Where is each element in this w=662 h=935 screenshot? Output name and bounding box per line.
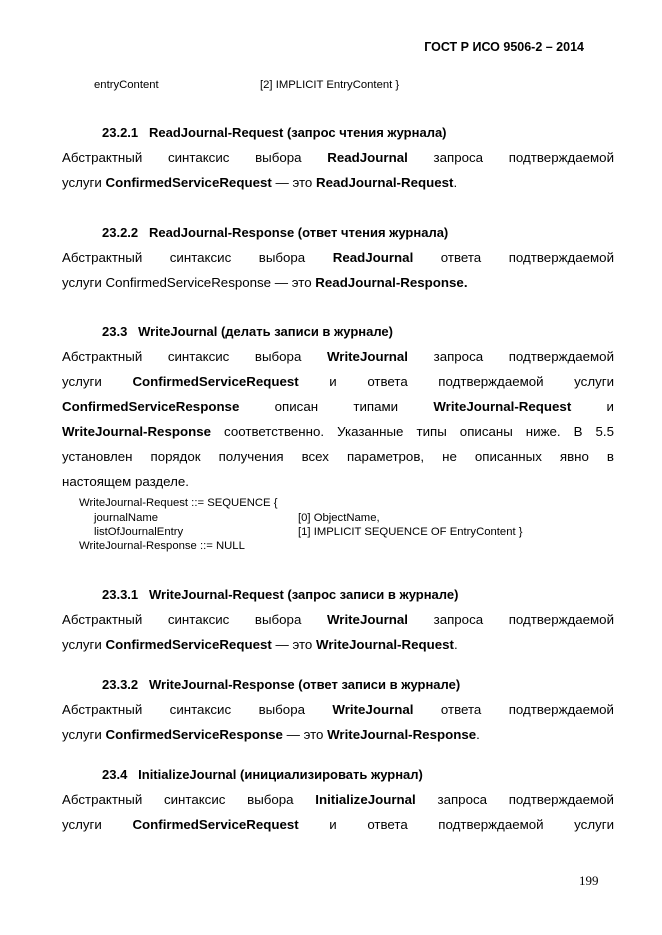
- code-field-name: journalName: [94, 512, 159, 524]
- code-field-name: listOfJournalEntry: [94, 526, 184, 538]
- section-heading-23-3: 23.3 WriteJournal (делать записи в журнале): [102, 324, 393, 339]
- code-field-type: [2] IMPLICIT EntryContent }: [260, 79, 400, 91]
- section-heading-23-3-1: 23.3.1 WriteJournal-Request (запрос записи в журнале): [102, 587, 459, 602]
- paragraph-line: Абстрактный синтаксис выбора ReadJournal запроса подтверждаемой: [62, 150, 615, 165]
- paragraph-line: услуги ConfirmedServiceRequest и ответа подтверждаемой услуги: [62, 374, 615, 389]
- code-field-name: entryContent: [94, 79, 159, 91]
- section-heading-23-2-2: 23.2.2 ReadJournal-Response (ответ чтения журнала): [102, 225, 449, 240]
- code-line: WriteJournal-Response ::= NULL: [79, 540, 245, 552]
- paragraph-line: установлен порядок получения всех параметров, не описанных явно в: [62, 449, 614, 464]
- section-heading-23-4: 23.4 InitializeJournal (инициализировать журнал): [102, 767, 423, 782]
- page-number: 199: [579, 873, 599, 888]
- paragraph-line: услуги ConfirmedServiceResponse — это WriteJournal-Response.: [62, 727, 480, 742]
- section-heading-23-2-1: 23.2.1 ReadJournal-Request (запрос чтения журнала): [102, 125, 447, 140]
- code-field-type: [1] IMPLICIT SEQUENCE OF EntryContent }: [298, 526, 523, 538]
- paragraph-line: Абстрактный синтаксис выбора ReadJournal ответа подтверждаемой: [62, 250, 614, 265]
- paragraph-line: WriteJournal-Response соответственно. Указанные типы описаны ниже. В 5.5: [62, 424, 614, 439]
- paragraph-line: услуги ConfirmedServiceResponse — это ReadJournal-Response.: [62, 275, 468, 290]
- paragraph-line: Абстрактный синтаксис выбора InitializeJournal запроса подтверждаемой: [62, 792, 614, 807]
- section-heading-23-3-2: 23.3.2 WriteJournal-Response (ответ записи в журнале): [102, 677, 461, 692]
- paragraph-line: настоящем разделе.: [62, 474, 189, 489]
- code-field-type: [0] ObjectName,: [298, 512, 380, 524]
- paragraph-line: Абстрактный синтаксис выбора WriteJournal ответа подтверждаемой: [62, 702, 614, 717]
- paragraph-line: услуги ConfirmedServiceRequest — это ReadJournal-Request.: [62, 175, 458, 190]
- paragraph-line: Абстрактный синтаксис выбора WriteJournal запроса подтверждаемой: [62, 612, 614, 627]
- code-line: WriteJournal-Request ::= SEQUENCE {: [79, 497, 278, 509]
- paragraph-line: Абстрактный синтаксис выбора WriteJournal запроса подтверждаемой: [62, 349, 614, 364]
- paragraph-line: ConfirmedServiceResponse описан типами WriteJournal-Request и: [62, 399, 614, 414]
- paragraph-line: услуги ConfirmedServiceRequest — это WriteJournal-Request.: [62, 637, 458, 652]
- document-header: ГОСТ Р ИСО 9506-2 – 2014: [424, 40, 584, 54]
- paragraph-line: услуги ConfirmedServiceRequest и ответа подтверждаемой услуги: [62, 817, 615, 832]
